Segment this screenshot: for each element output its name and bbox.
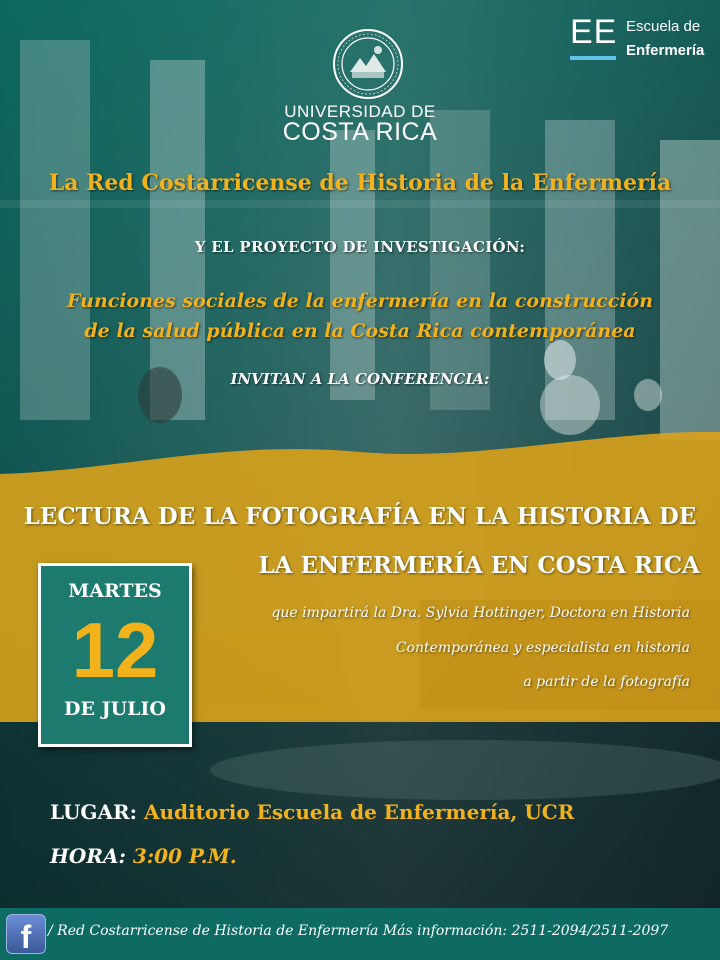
- facebook-icon[interactable]: f: [6, 914, 46, 954]
- time-label: HORA:: [50, 844, 126, 868]
- date-month: DE JULIO: [64, 698, 166, 720]
- place-row: [50, 800, 574, 824]
- ee-logo-mark: EE: [570, 13, 618, 51]
- ee-logo-line1: Escuela de: [626, 18, 701, 35]
- place-value: Auditorio Escuela de Enfermería, UCR: [143, 800, 575, 824]
- project-intro: Y EL PROYECTO DE INVESTIGACIÓN:: [194, 238, 526, 256]
- speaker-line3: a partir de la fotografía: [523, 674, 690, 690]
- project-title-line1: Funciones sociales de la enfermería en la construcción: [66, 290, 654, 312]
- university-seal-icon: [332, 28, 404, 100]
- date-weekday: MARTES: [68, 580, 162, 602]
- ee-logo-underline: [570, 56, 616, 60]
- network-title: La Red Costarricense de Historia de la Enfermería: [48, 170, 672, 196]
- project-title-line2: de la salud pública en la Costa Rica contemporánea: [84, 320, 636, 342]
- footer-bar: [0, 908, 720, 960]
- conference-title-line1: LECTURA DE LA FOTOGRAFÍA EN LA HISTORIA DE: [23, 503, 697, 530]
- speaker-line1: que impartirá la Dra. Sylvia Hottinger, Doctora en Historia: [271, 605, 690, 621]
- ee-logo-line2: Enfermería: [626, 42, 705, 59]
- time-value: 3:00 P.M.: [132, 844, 237, 868]
- place-label: LUGAR:: [50, 800, 138, 824]
- university-name-line1: UNIVERSIDAD DE: [284, 102, 436, 121]
- speaker-line2: Contemporánea y especialista en historia: [395, 640, 690, 656]
- project-title: [0, 286, 720, 346]
- university-name-line2: COSTA RICA: [282, 118, 438, 146]
- date-box: [38, 563, 192, 747]
- conference-title-line2: LA ENFERMERÍA EN COSTA RICA: [258, 552, 700, 579]
- invite-text: INVITAN A LA CONFERENCIA:: [230, 370, 490, 388]
- date-day: 12: [71, 606, 159, 694]
- escuela-enfermeria-logo: [568, 12, 718, 64]
- time-row: [50, 844, 237, 868]
- footer-text: / Red Costarricense de Historia de Enfermería Más información: 2511-2094/2511-2097: [48, 923, 669, 939]
